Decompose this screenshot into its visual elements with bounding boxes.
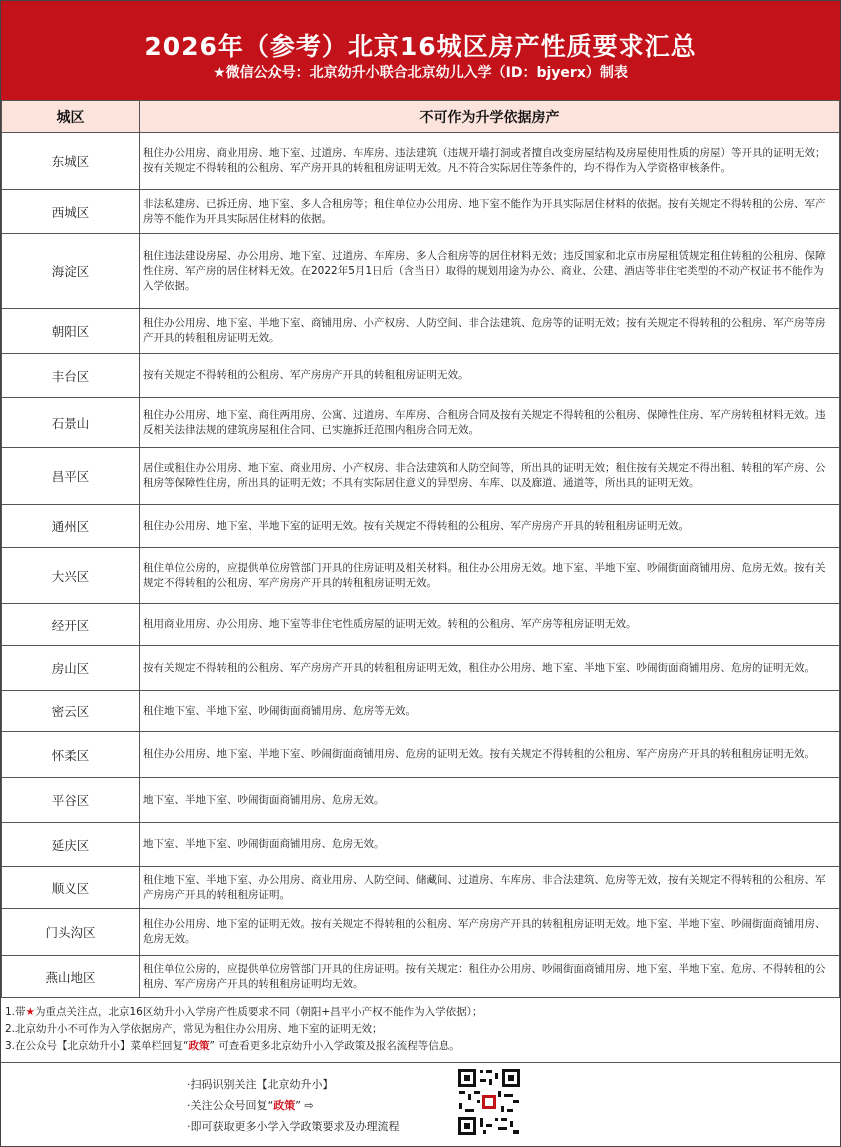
footer-line-2-prefix: ·关注公众号回复“ (187, 1099, 274, 1112)
table-row (2, 778, 840, 823)
table-row (2, 823, 840, 867)
footer-line-1: ·扫码识别关注【北京幼升小】 (187, 1078, 334, 1091)
row-desc: 租用商业用房、办公用房、地下室等非住宅性质房屋的证明无效。转租的公租房、军产房等租房证明无效。 (140, 604, 840, 646)
row-desc: 租住地下室、半地下室、办公用房、商业用房、人防空间、储藏间、过道房、车库房、非合法建筑、危房等无效，按有关规定不得转租的公租房、军产房房产开具的转租租房证明。 (140, 867, 840, 909)
star-icon: ★ (25, 1006, 35, 1018)
footer-line-2-suffix: ” ⇨ (295, 1099, 314, 1112)
note-3-prefix: 3.在公众号【北京幼升小】菜单栏回复“ (5, 1040, 189, 1052)
page-subtitle: ★微信公众号：北京幼升小联合北京幼儿入学（ID：bjyerx）制表 (213, 65, 628, 81)
table-row (2, 133, 840, 190)
row-desc: 租住单位公房的，应提供单位房管部门开具的住房证明及相关材料。租住办公用房无效。地下室、半地下室、吵闹街面商铺用房、危房无效。按有关规定不得转租的公租房、军产房房产开具的转租租房证明无效。 (140, 548, 840, 604)
header-banner (1, 1, 840, 100)
row-desc: 租住办公用房、商业用房、地下室、过道房、车库房、违法建筑（违规开墙打洞或者擅自改变房屋结构及房屋使用性质的房屋）等开具的证明无效；按有关规定不得转租的公租房、军产房开具的转租租房证明无效。凡不符合实际居住等条件的，均不得作为入学资格审核条件。 (140, 133, 840, 190)
row-city: 燕山地区 (2, 956, 140, 998)
table-row (2, 190, 840, 234)
table-row (2, 548, 840, 604)
row-desc: 地下室、半地下室、吵闹街面商铺用房、危房无效。 (140, 778, 840, 823)
row-city: 房山区 (2, 646, 140, 691)
table-row (2, 505, 840, 548)
table-row (2, 354, 840, 398)
row-desc: 地下室、半地下室、吵闹街面商铺用房、危房无效。 (140, 823, 840, 867)
row-desc: 租住办公用房、地下室、商住两用房、公寓、过道房、车库房、合租房合同及按有关规定不得转租的公租房、保障性住房、军产房转租材料无效。违反相关法律法规的建筑房屋租住合同、已实施拆迁范围内租房合同无效。 (140, 398, 840, 448)
page-title: 2026年（参考）北京16城区房产性质要求汇总 (144, 32, 697, 61)
table-row (2, 956, 840, 998)
notes (5, 1004, 835, 1055)
row-city: 西城区 (2, 190, 140, 234)
note-1-prefix: 1.带 (5, 1006, 26, 1018)
table-row (2, 646, 840, 691)
footer-divider (1, 1062, 840, 1063)
footer (187, 1074, 400, 1137)
note-3-text: ” 可查看更多北京幼升小入学政策及报名流程等信息。 (209, 1040, 460, 1052)
row-city: 石景山 (2, 398, 140, 448)
row-desc: 租住单位公房的，应提供单位房管部门开具的住房证明。按有关规定：租住办公用房、吵闹街面商铺用房、地下室、半地下室、危房、不得转租的公租房、军产房房产开具的转租租房证明均无效。 (140, 956, 840, 998)
row-city: 顺义区 (2, 867, 140, 909)
row-desc: 租住办公用房、地下室、半地下室的证明无效。按有关规定不得转租的公租房、军产房房产开具的转租租房证明无效。 (140, 505, 840, 548)
row-desc: 非法私建房、已拆迁房、地下室、多人合租房等；租住单位办公用房、地下室不能作为开具实际居住材料的依据。按有关规定不得转租的公房、军产房等不能作为开具实际居住材料的依据。 (140, 190, 840, 234)
table-row (2, 867, 840, 909)
row-city: 平谷区 (2, 778, 140, 823)
row-city: 朝阳区 (2, 309, 140, 354)
qr-code-icon[interactable] (456, 1067, 522, 1137)
footer-line-3: ·即可获取更多小学入学政策要求及办理流程 (187, 1120, 400, 1133)
row-city: 密云区 (2, 691, 140, 732)
row-desc: 按有关规定不得转租的公租房、军产房房产开具的转租租房证明无效。 (140, 354, 840, 398)
row-desc: 租住违法建设房屋、办公用房、地下室、过道房、车库房、多人合租房等的居住材料无效；违反国家和北京市房屋租赁规定租住转租的公租房、保障性住房、军产房的居住材料无效。在2022年5月1日后（含当日）取得的规划用途为办公、商业、公建、酒店等非住宅类型的不动产权证书不能作为入学依据。 (140, 234, 840, 309)
row-desc: 租住办公用房、地下室的证明无效。按有关规定不得转租的公租房、军产房房产开具的转租租房证明无效。地下室、半地下室、吵闹街面商铺用房、危房无效。 (140, 909, 840, 956)
col-header-city: 城区 (2, 101, 140, 133)
note-1 (5, 1004, 835, 1021)
housing-table (1, 100, 840, 998)
table-row (2, 691, 840, 732)
table-header-row (2, 101, 840, 133)
row-city: 昌平区 (2, 448, 140, 505)
table-row (2, 309, 840, 354)
note-1-text: 为重点关注点，北京16区幼升小入学房产性质要求不同（朝阳+昌平小产权不能作为入学依据）； (34, 1006, 483, 1018)
row-city: 经开区 (2, 604, 140, 646)
col-header-desc: 不可作为升学依据房产 (140, 101, 840, 133)
note-3 (5, 1038, 835, 1055)
row-desc: 租住办公用房、地下室、半地下室、吵闹街面商铺用房、危房的证明无效。按有关规定不得转租的公租房、军产房房产开具的转租租房证明无效。 (140, 732, 840, 778)
row-desc: 租住地下室、半地下室、吵闹街面商铺用房、危房等无效。 (140, 691, 840, 732)
table-row (2, 604, 840, 646)
row-city: 门头沟区 (2, 909, 140, 956)
row-desc: 租住办公用房、地下室、半地下室、商铺用房、小产权房、人防空间、非合法建筑、危房等的证明无效；按有关规定不得转租的公租房、军产房等房产开具的转租租房证明无效。 (140, 309, 840, 354)
note-3-keyword: 政策 (188, 1040, 210, 1052)
row-city: 海淀区 (2, 234, 140, 309)
row-city: 通州区 (2, 505, 140, 548)
table-row (2, 909, 840, 956)
footer-keyword: 政策 (273, 1099, 296, 1112)
row-desc: 按有关规定不得转租的公租房、军产房房产开具的转租租房证明无效，租住办公用房、地下室、半地下室、吵闹街面商铺用房、危房的证明无效。 (140, 646, 840, 691)
row-city: 大兴区 (2, 548, 140, 604)
footer-line-2 (187, 1095, 400, 1116)
table-row (2, 234, 840, 309)
table-row (2, 398, 840, 448)
table-row (2, 448, 840, 505)
row-city: 东城区 (2, 133, 140, 190)
row-desc: 居住或租住办公用房、地下室、商业用房、小产权房、非合法建筑和人防空间等，所出具的证明无效；租住按有关规定不得出租、转租的军产房、公租房等保障性住房，所出具的证明无效；不具有实际居住意义的异型房、车库、以及廊道、通道等，所出具的证明无效。 (140, 448, 840, 505)
row-city: 延庆区 (2, 823, 140, 867)
row-city: 丰台区 (2, 354, 140, 398)
note-2: 2.北京幼升小不可作为入学依据房产，常见为租住办公用房、地下室的证明无效； (5, 1023, 383, 1035)
row-city: 怀柔区 (2, 732, 140, 778)
table-row (2, 732, 840, 778)
